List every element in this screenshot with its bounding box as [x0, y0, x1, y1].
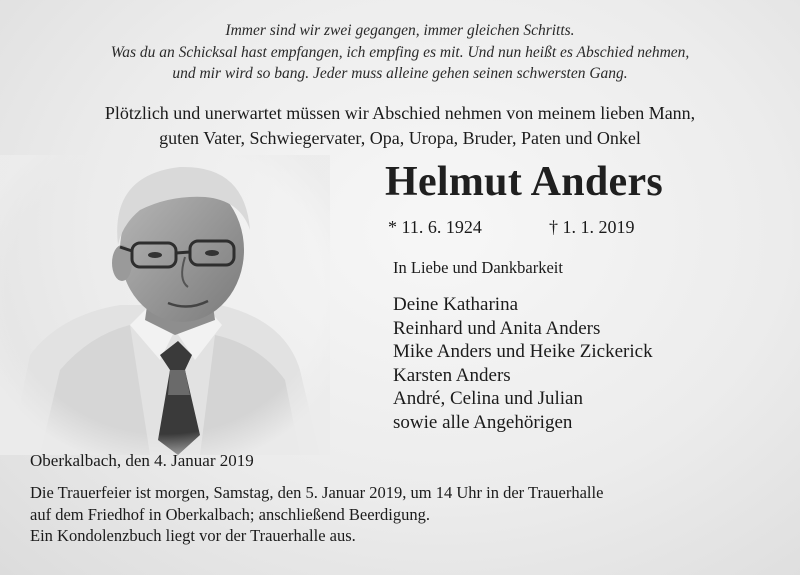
service-line: Die Trauerfeier ist morgen, Samstag, den 5. Januar 2019, um 14 Uhr in der Trauerhalle [30, 483, 604, 502]
gratitude-line: In Liebe und Dankbarkeit [393, 258, 563, 277]
mourner-item: Karsten Anders [393, 364, 511, 386]
service-line: auf dem Friedhof in Oberkalbach; anschließend Beerdigung. [30, 504, 430, 524]
service-line: Ein Kondolenzbuch liegt vor der Trauerhalle aus. [30, 526, 356, 545]
intro-line: guten Vater, Schwiegervater, Opa, Uropa, Bruder, Paten und Onkel [159, 128, 641, 148]
mourner-item: Mike Anders und Heike Zickerick [393, 341, 653, 362]
poem-line: Immer sind wir zwei gegangen, immer gleichen Schritts. [225, 22, 575, 39]
place-date: Oberkalbach, den 4. Januar 2019 [30, 451, 254, 470]
mourner-item: sowie alle Angehörigen [393, 411, 573, 433]
deceased-name: Helmut Anders [385, 159, 664, 205]
mourner-item: Reinhard und Anita Anders [393, 317, 601, 339]
service-info [30, 482, 603, 547]
death-date: † 1. 1. 2019 [549, 217, 635, 237]
poem [0, 20, 800, 85]
poem-line: Was du an Schicksal hast empfangen, ich empfing es mit. Und nun heißt es Abschied nehmen, [110, 43, 690, 61]
portrait-photo [0, 155, 330, 455]
mourner-item: Deine Katharina [393, 294, 519, 315]
poem-line: und mir wird so bang. Jeder muss alleine gehen seinen schwersten Gang. [172, 65, 628, 82]
intro-text [0, 101, 800, 151]
intro-line: Plötzlich und unerwartet müssen wir Abschied nehmen von meinem lieben Mann, [104, 103, 696, 123]
mourner-item: André, Celina und Julian [393, 388, 583, 409]
mourners-list [393, 293, 653, 434]
birth-date: * 11. 6. 1924 [388, 217, 482, 237]
